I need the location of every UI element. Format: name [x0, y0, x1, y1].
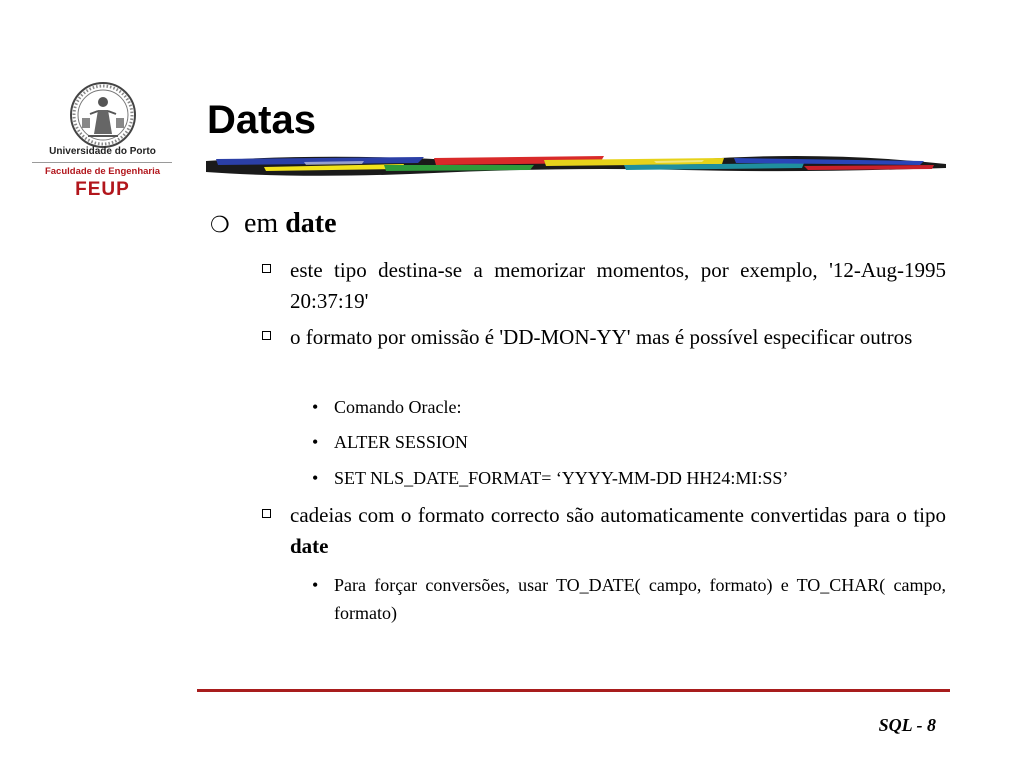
university-name: Universidade do Porto — [49, 146, 156, 157]
university-seal-icon — [68, 80, 138, 150]
bullet-text-keyword: date — [290, 534, 329, 558]
square-bullet-icon — [262, 264, 271, 273]
square-bullet-icon — [262, 331, 271, 340]
slide-page-number: SQL - 8 — [878, 715, 936, 735]
bullet-level1-prefix: em — [244, 208, 279, 239]
bullet-text-main: cadeias com o formato correcto são automaticamente convertidas para o tipo — [290, 503, 946, 527]
bullet-level1 — [210, 206, 337, 244]
bullet-text: o formato por omissão é 'DD-MON-YY' mas é possível especificar outros — [290, 325, 913, 349]
dot-bullet-icon: • — [312, 397, 319, 417]
sub-bullet-text: ALTER SESSION — [334, 432, 468, 452]
feup-logo — [30, 80, 175, 210]
footer-divider — [197, 689, 950, 692]
sub-bullet-item — [312, 464, 946, 492]
sub-bullet-text: Para forçar conversões, usar TO_DATE( campo, formato) e TO_CHAR( campo, formato) — [334, 575, 946, 623]
dot-bullet-icon: • — [312, 432, 319, 452]
bullet-level1-keyword: date — [285, 208, 337, 239]
faculty-name: Faculdade de Engenharia — [44, 166, 161, 177]
dot-bullet-icon: • — [312, 468, 319, 488]
faculty-acronym: FEUP — [75, 179, 130, 200]
bullet-item — [262, 322, 946, 353]
sub-bullet-item — [312, 571, 946, 627]
decorative-brush-stroke — [204, 150, 949, 182]
hollow-circle-bullet-icon: ❍ — [210, 213, 230, 238]
square-bullet-icon — [262, 509, 271, 518]
bullet-text — [290, 500, 946, 562]
slide-title: Datas — [207, 98, 316, 142]
sub-bullet-item — [312, 428, 946, 456]
logo-divider — [32, 162, 172, 163]
bullet-item — [262, 255, 946, 317]
bullet-text: este tipo destina-se a memorizar momentos, por exemplo, '12-Aug-1995 20:37:19' — [290, 258, 946, 313]
sub-bullet-text: SET NLS_DATE_FORMAT= ‘YYYY-MM-DD HH24:MI:SS’ — [334, 468, 789, 488]
sub-bullet-text: Comando Oracle: — [334, 397, 462, 417]
dot-bullet-icon: • — [312, 575, 319, 595]
bullet-item — [262, 500, 946, 562]
sub-bullet-item — [312, 393, 946, 421]
